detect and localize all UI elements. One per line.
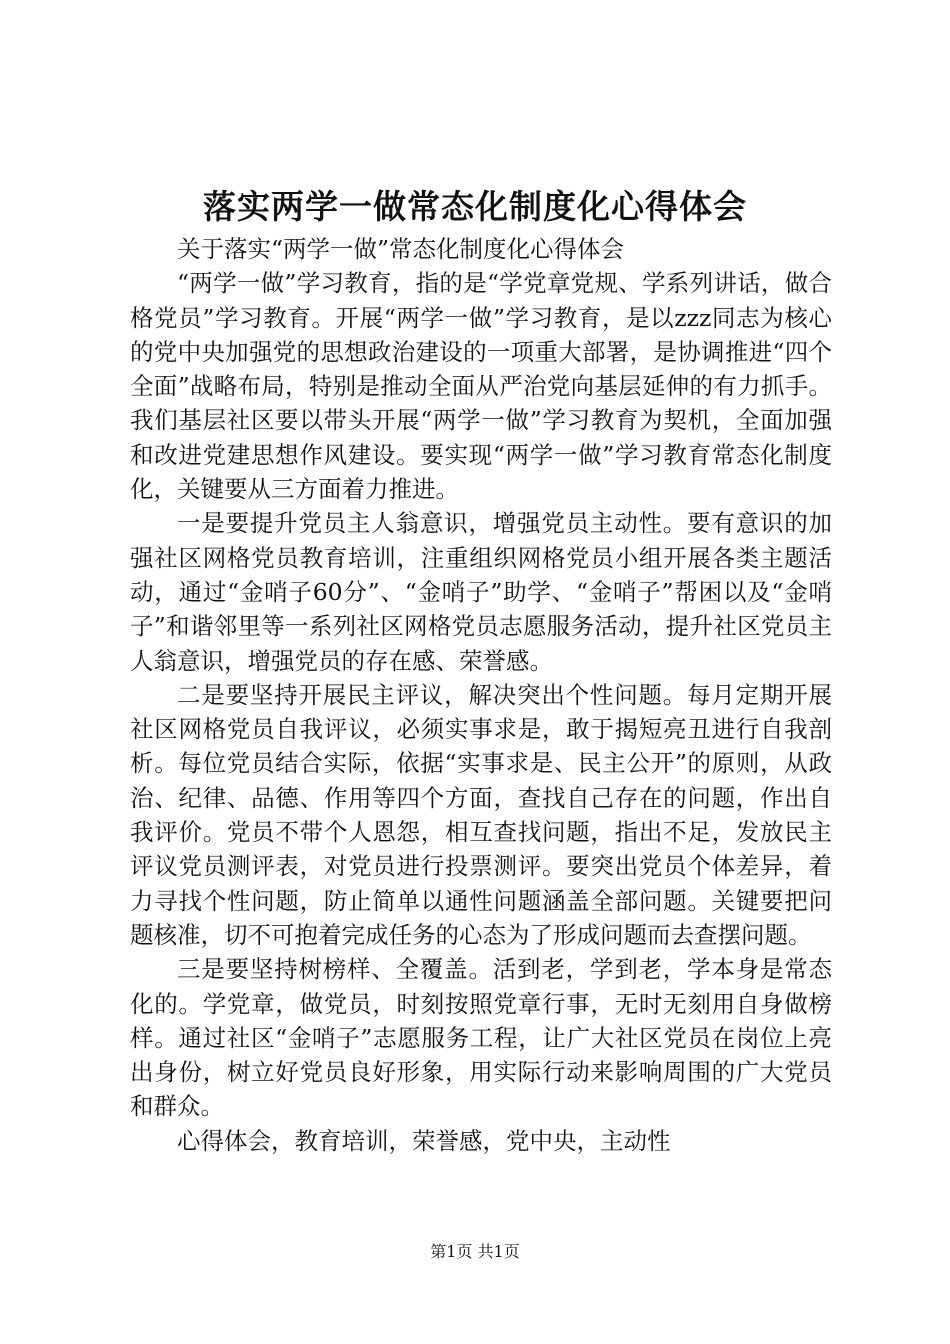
paragraph-point-one: 一是要提升党员主人翁意识，增强党员主动性。要有意识的加强社区网格党员教育培训，注重组织网格党员小组开展各类主题活动，通过“金哨子60分”、“金哨子”助学、“金哨子”帮困以及“金哨子”和谐邻里等一系列社区网格党员志愿服务活动，提升社区党员主人翁意识，增强党员的存在感、荣誉感。 [130, 509, 832, 675]
paragraph-point-two: 二是要坚持开展民主评议，解决突出个性问题。每月定期开展社区网格党员自我评议，必须实事求是，敢于揭短亮丑进行自我剖析。每位党员结合实际，依据“实事求是、民主公开”的原则，从政治、纪律、品德、作用等四个方面，查找自己存在的问题，作出自我评价。党员不带个人恩怨，相互查找问题，指出不足，发放民主评议党员测评表，对党员进行投票测评。要突出党员个体差异，着力寻找个性问题，防止简单以通性问题涵盖全部问题。关键要把问题核准，切不可抱着完成任务的心态为了形成问题而去查摆问题。 [130, 680, 832, 949]
paragraph-keywords: 心得体会，教育培训，荣誉感，党中央，主动性 [177, 1126, 671, 1155]
paragraph-point-three: 三是要坚持树榜样、全覆盖。活到老，学到老，学本身是常态化的。学党章，做党员，时刻按照党章行事，无时无刻用自身做榜样。通过社区“金哨子”志愿服务工程，让广大社区党员在岗位上亮出身份，树立好党员良好形象，用实际行动来影响周围的广大党员和群众。 [130, 955, 832, 1121]
document-title: 落实两学一做常态化制度化心得体会 [203, 187, 747, 226]
document-body [130, 232, 832, 1158]
paragraph-intro: “两学一做”学习教育，指的是“学党章党规、学系列讲话，做合格党员”学习教育。开展“两学一做”学习教育，是以zzz同志为核心的党中央加强党的思想政治建设的一项重大部署，是协调推进“四个全面”战略布局，特别是推动全面从严治党向基层延伸的有力抓手。我们基层社区要以带头开展“两学一做”学习教育为契机，全面加强和改进党建思想作风建设。要实现“两学一做”学习教育常态化制度化，关键要从三方面着力推进。 [130, 269, 832, 504]
paragraph-subtitle: 关于落实“两学一做”常态化制度化心得体会 [177, 235, 625, 263]
page-footer: 第1页 共1页 [430, 1242, 520, 1261]
